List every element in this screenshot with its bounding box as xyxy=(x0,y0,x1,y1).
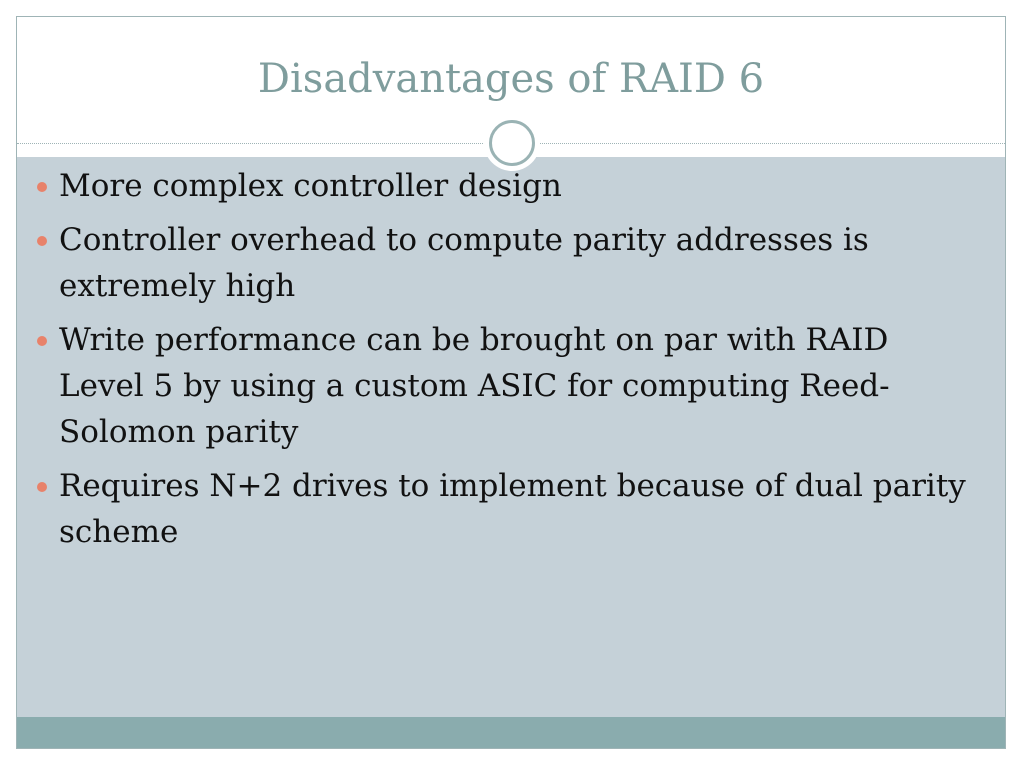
bullet-dot-icon xyxy=(37,182,47,192)
bullet-text: Controller overhead to compute parity addresses is extremely high xyxy=(59,222,869,304)
bullet-item xyxy=(36,463,966,555)
bullet-text: More complex controller design xyxy=(59,168,562,204)
bullet-dot-icon xyxy=(37,236,47,246)
bullet-dot-icon xyxy=(37,336,47,346)
circle-ring-icon xyxy=(489,120,535,166)
slide-title: Disadvantages of RAID 6 xyxy=(257,56,765,102)
bullet-list xyxy=(36,163,966,563)
bullet-item xyxy=(36,163,966,209)
bullet-text: Requires N+2 drives to implement because of dual parity scheme xyxy=(59,468,966,550)
bullet-text: Write performance can be brought on par with RAID Level 5 by using a custom ASIC for computing Reed-Solomon parity xyxy=(59,322,890,450)
bullet-item xyxy=(36,217,966,309)
bullet-item xyxy=(36,317,966,455)
footer-band xyxy=(17,717,1005,749)
bullet-dot-icon xyxy=(37,482,47,492)
